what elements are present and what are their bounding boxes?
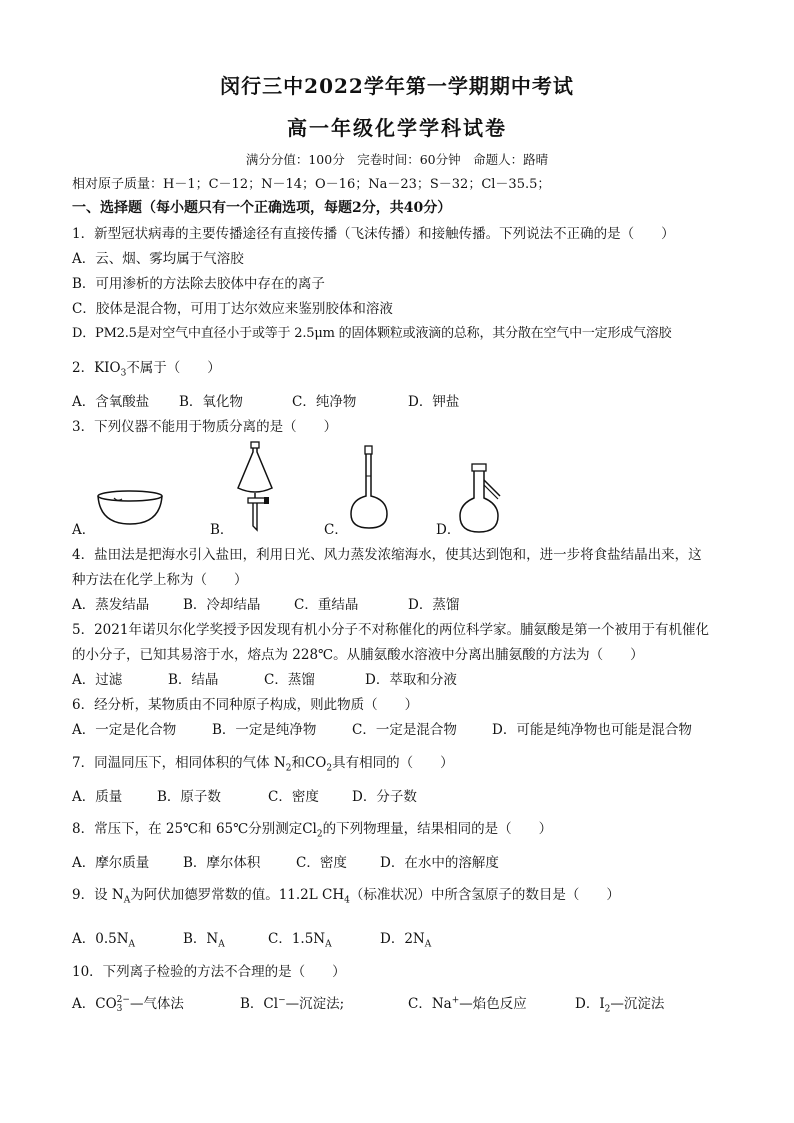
q9-option-b: B．$N_A$ xyxy=(183,931,225,950)
q4-stem-line1: 4．盐田法是把海水引入盐田，利用日光、风力蒸发浓缩海水，使其达到饱和，进一步将食盐结晶出来，这 xyxy=(72,547,702,563)
q4-stem-line2: 种方法在化学上称为（ ） xyxy=(72,572,248,588)
q5-stem-line2: 的小分子，已知其易溶于水，熔点为 228℃。从脯氨酸水溶液中分离出脯氨酸的方法为（ ） xyxy=(72,647,644,663)
exam-title: 闵行三中2022学年第一学期期中考试 xyxy=(220,74,574,98)
q5-option-b: B．结晶 xyxy=(168,672,219,688)
q3-option-a: A． xyxy=(72,522,96,538)
volumetric-flask-icon xyxy=(347,444,391,532)
q3-option-d: D． xyxy=(436,522,461,538)
q7-option-c: C．密度 xyxy=(268,789,319,805)
q9-stem: 9．设 $N_A$为阿伏加德罗常数的值。11.2L $CH_4$（标准状况）中所含氢原子的数目是（ ） xyxy=(72,887,620,906)
q9-option-d: D．$2N_A$ xyxy=(380,931,432,950)
q3-option-b: B． xyxy=(210,522,234,538)
q2-stem: 2．$KIO_3$不属于（ ） xyxy=(72,360,221,379)
exam-meta: 满分分值：100分 完卷时间：60分钟 命题人：路晴 xyxy=(245,152,549,167)
q10-option-d: D．$I_2—$沉淀法 xyxy=(575,996,665,1015)
q4-option-d: D．蒸馏 xyxy=(408,597,460,613)
q7-option-b: B．原子数 xyxy=(157,789,221,805)
q8-option-a: A．摩尔质量 xyxy=(72,855,150,871)
q5-option-d: D．萃取和分液 xyxy=(365,672,457,688)
q1-option-d: D．PM2.5是对空气中直径小于或等于 2.5μm 的固体颗粒或液滴的总称，其分散在空气中一定形成气溶胶 xyxy=(72,326,672,341)
q6-option-c: C．一定是混合物 xyxy=(352,722,457,738)
q6-stem: 6．经分析，某物质由不同种原子构成，则此物质（ ） xyxy=(72,697,419,713)
q9-option-a: A．$0.5N_A$ xyxy=(72,931,136,950)
q5-stem-line1: 5．2021年诺贝尔化学奖授予因发现有机小分子不对称催化的两位科学家。脯氨酸是第一个被用于有机催化 xyxy=(72,622,709,638)
q9-option-c: C．$1.5N_A$ xyxy=(268,931,332,950)
q2-option-d: D．钾盐 xyxy=(408,394,460,410)
q2-option-a: A．含氧酸盐 xyxy=(72,394,150,410)
q1-option-b: B．可用渗析的方法除去胶体中存在的离子 xyxy=(72,276,325,292)
q5-option-c: C．蒸馏 xyxy=(264,672,315,688)
q2-option-c: C．纯净物 xyxy=(292,394,357,410)
section-heading: 一、选择题（每小题只有一个正确选项，每题2分，共40分） xyxy=(72,200,452,216)
q10-option-b: B．Cl−—沉淀法; xyxy=(240,995,345,1012)
q7-stem: 7．同温同压下，相同体积的气体 $N_2$和$CO_2$具有相同的（ ） xyxy=(72,755,454,774)
q2-option-b: B．氧化物 xyxy=(179,394,243,410)
q1-option-a: A．云、烟、雾均属于气溶胶 xyxy=(72,251,244,267)
q3-stem: 3．下列仪器不能用于物质分离的是（ ） xyxy=(72,419,338,435)
evaporating-dish-icon xyxy=(94,488,166,528)
atomic-masses: 相对原子质量：H－1；C－12；N－14；O－16；Na－23；S－32；Cl－35.5； xyxy=(72,177,551,192)
q6-option-a: A．一定是化合物 xyxy=(72,722,177,738)
q8-option-d: D．在水中的溶解度 xyxy=(380,855,499,871)
q10-option-c: C．Na+—焰色反应 xyxy=(408,995,527,1012)
q10-option-a: A．CO 2− 3 —气体法 xyxy=(72,994,184,1014)
q4-option-b: B．冷却结晶 xyxy=(183,597,261,613)
q4-option-a: A．蒸发结晶 xyxy=(72,597,150,613)
separatory-funnel-icon xyxy=(232,440,280,532)
q3-option-c: C． xyxy=(324,522,348,538)
q7-option-d: D．分子数 xyxy=(352,789,417,805)
q1-stem: 1．新型冠状病毒的主要传播途径有直接传播（飞沫传播）和接触传播。下列说法不正确的是（ ） xyxy=(72,226,675,242)
q10-stem: 10．下列离子检验的方法不合理的是（ ） xyxy=(72,964,346,980)
q1-option-c: C．胶体是混合物，可用丁达尔效应来鉴别胶体和溶液 xyxy=(72,301,393,317)
q8-option-c: C．密度 xyxy=(296,855,347,871)
q4-option-c: C．重结晶 xyxy=(294,597,359,613)
q6-option-d: D．可能是纯净物也可能是混合物 xyxy=(492,722,692,738)
q6-option-b: B．一定是纯净物 xyxy=(212,722,317,738)
q8-stem: 8．常压下，在 25℃和 65℃分别测定$Cl_2$的下列物理量，结果相同的是（ ） xyxy=(72,821,553,840)
exam-subtitle: 高一年级化学学科试卷 xyxy=(287,116,507,140)
q7-option-a: A．质量 xyxy=(72,789,123,805)
q5-option-a: A．过滤 xyxy=(72,672,123,688)
q8-option-b: B．摩尔体积 xyxy=(183,855,261,871)
distillation-flask-icon xyxy=(456,462,512,534)
